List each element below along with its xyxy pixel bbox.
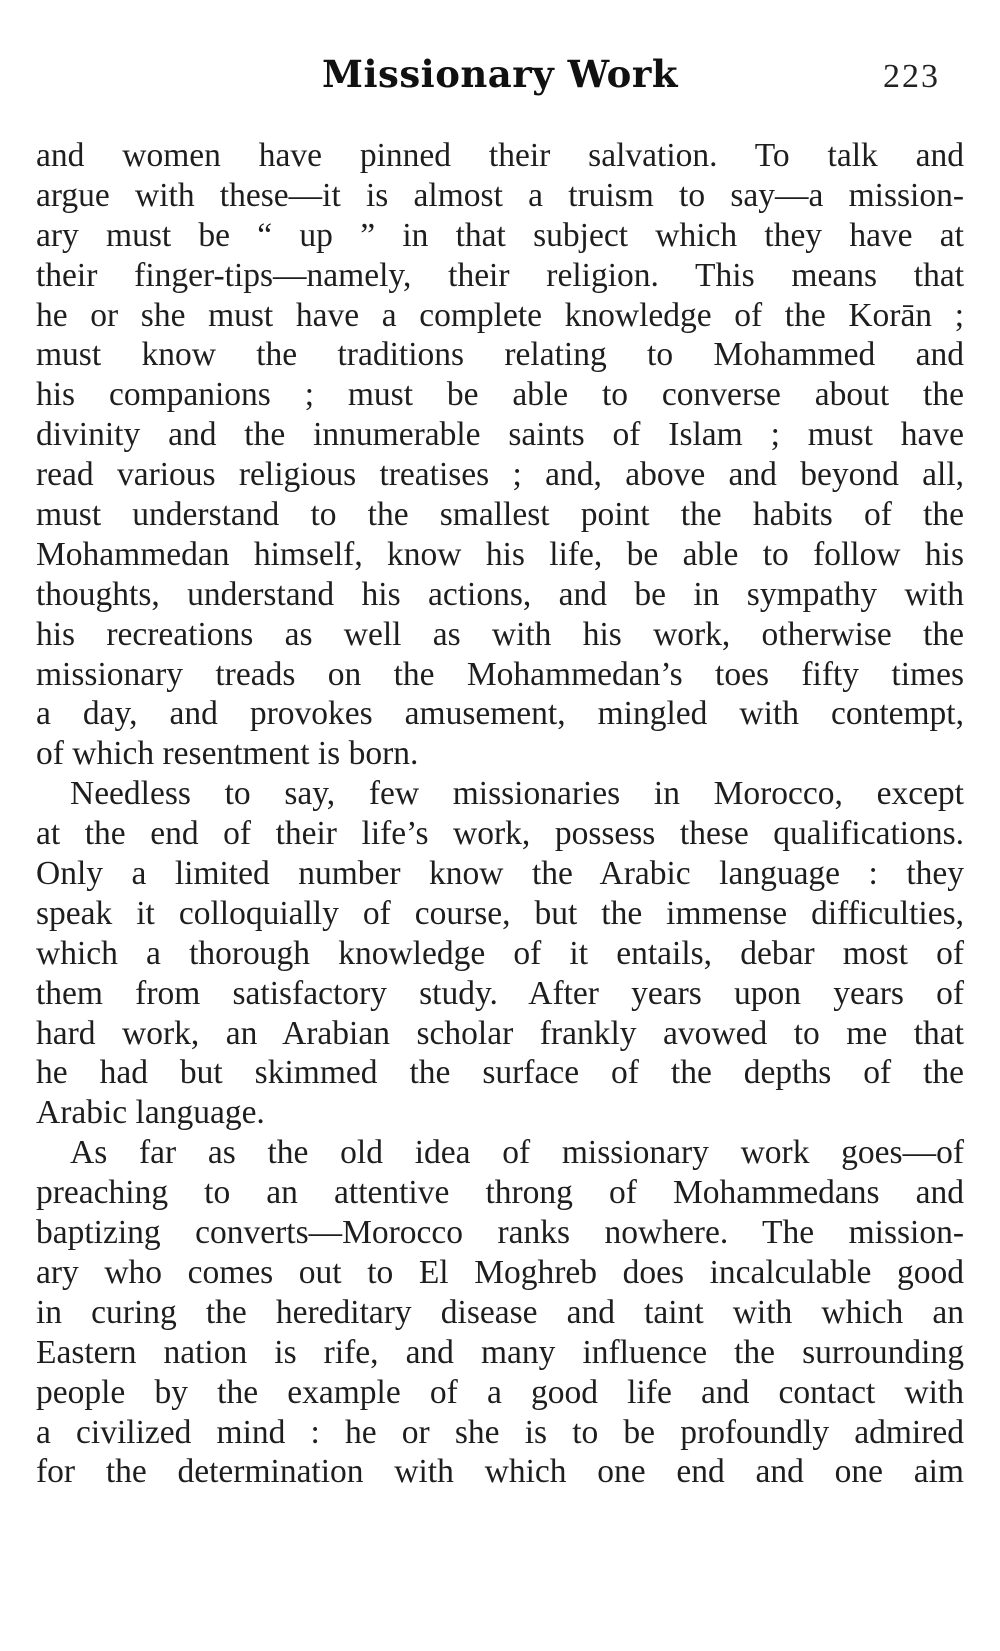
text-line: argue with these—it is almost a truism to say—a mission- [36, 176, 964, 214]
text-line: Arabic language. [36, 1094, 265, 1132]
text-line: and women have pinned their salvation. To talk and [36, 137, 964, 174]
text-line: thoughts, understand his actions, and be in sympathy with [36, 575, 964, 613]
text-line: missionary treads on the Mohammedan’s toes fifty times [36, 655, 964, 693]
text-line: a civilized mind : he or she is to be profoundly admired [36, 1413, 964, 1451]
text-line: divinity and the innumerable saints of Islam ; must have [36, 416, 964, 454]
text-line: speak it colloquially of course, but the immense difficulties, [36, 894, 964, 932]
text-line: in curing the hereditary disease and taint with which an [36, 1293, 964, 1331]
text-line: their finger-tips—namely, their religion. This means that [36, 256, 964, 294]
text-line: preaching to an attentive throng of Mohammedans and [36, 1174, 964, 1212]
chapter-title: Missionary Work [321, 52, 678, 96]
text-line: must understand to the smallest point the habits of the [36, 496, 964, 534]
paragraph-2 [36, 774, 964, 1133]
text-line: he or she must have a complete knowledge of the Korān ; [36, 296, 964, 334]
text-line: which a thorough knowledge of it entails, debar most of [36, 934, 964, 972]
text-line: As far as the old idea of missionary work goes—of [70, 1134, 964, 1172]
text-line: he had but skimmed the surface of the depths of the [36, 1054, 964, 1092]
text-line: hard work, an Arabian scholar frankly avowed to me that [36, 1014, 964, 1052]
body-text [36, 136, 964, 1492]
text-line: a day, and provokes amusement, mingled with contempt, [36, 695, 964, 733]
text-line: for the determination with which one end and one aim [36, 1453, 964, 1491]
text-line: his companions ; must be able to converse about the [36, 376, 964, 414]
text-line: his recreations as well as with his work, otherwise the [36, 615, 964, 653]
text-line: them from satisfactory study. After years upon years of [36, 974, 964, 1012]
text-line: Needless to say, few missionaries in Morocco, except [70, 775, 964, 813]
text-line: ary who comes out to El Moghreb does incalculable good [36, 1253, 964, 1291]
text-line: Mohammedan himself, know his life, be able to follow his [36, 535, 964, 573]
text-line: ary must be “ up ” in that subject which they have at [36, 216, 964, 254]
text-line: must know the traditions relating to Mohammed and [36, 336, 964, 374]
text-line: read various religious treatises ; and, above and beyond all, [36, 456, 964, 494]
text-line: baptizing converts—Morocco ranks nowhere. The mission- [36, 1214, 964, 1252]
text-line: Eastern nation is rife, and many influence the surrounding [36, 1333, 964, 1371]
text-line: of which resentment is born. [36, 735, 419, 773]
running-head [0, 52, 1000, 112]
paragraph-3 [36, 1133, 964, 1492]
text-line: people by the example of a good life and contact with [36, 1373, 964, 1411]
text-line: at the end of their life’s work, possess these qualifications. [36, 815, 964, 853]
page-number: 223 [883, 58, 940, 95]
paragraph-1 [36, 136, 964, 774]
text-line: Only a limited number know the Arabic language : they [36, 855, 964, 893]
